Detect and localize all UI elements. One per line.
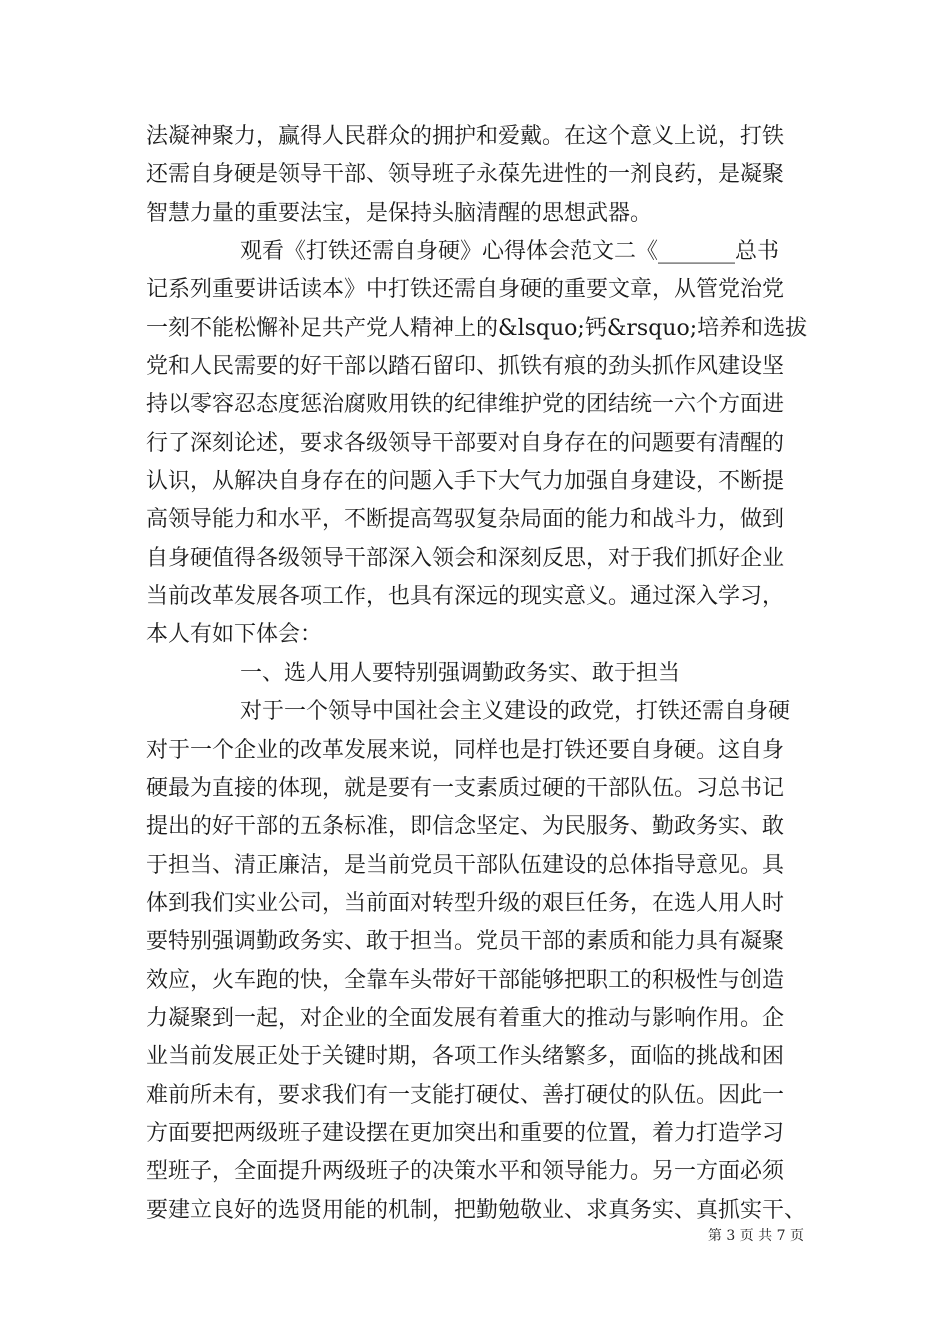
text-line: 硬最为直接的体现，就是要有一支素质过硬的干部队伍。习总书记 [146, 775, 785, 801]
page-number: 第 3 页 共 7 页 [707, 1228, 804, 1244]
text-line: 还需自身硬是领导干部、领导班子永葆先进性的一剂良药，是凝聚 [146, 162, 785, 188]
text-line: 党和人民需要的好干部以踏石留印、抓铁有痕的劲头抓作风建设坚 [146, 354, 785, 380]
paragraph-start-line: 观看《打铁还需自身硬》心得体会范文二《_______总书 [240, 239, 780, 265]
text-line: 效应，火车跑的快，全靠车头带好干部能够把职工的积极性与创造 [146, 967, 785, 993]
text-line: 力凝聚到一起，对企业的全面发展有着重大的推动与影响作用。企 [146, 1005, 785, 1031]
text-line: 对于一个企业的改革发展来说，同样也是打铁还要自身硬。这自身 [146, 737, 785, 763]
text-line: 业当前发展正处于关键时期，各项工作头绪繁多，面临的挑战和困 [146, 1044, 785, 1070]
paragraph-start-line: 对于一个领导中国社会主义建设的政党，打铁还需自身硬 [240, 699, 791, 725]
text-line: 本人有如下体会： [146, 622, 323, 648]
text-line: 型班子，全面提升两级班子的决策水平和领导能力。另一方面必须 [146, 1159, 785, 1185]
text-line: 高领导能力和水平，不断提高驾驭复杂局面的能力和战斗力，做到 [146, 507, 785, 533]
document-body [146, 118, 826, 1230]
text-line: 于担当、清正廉洁，是当前党员干部队伍建设的总体指导意见。具 [146, 852, 785, 878]
text-line: 方面要把两级班子建设摆在更加突出和重要的位置，着力打造学习 [146, 1120, 785, 1146]
text-line: 当前改革发展各项工作，也具有深远的现实意义。通过深入学习， [146, 584, 785, 610]
text-line: 自身硬值得各级领导干部深入领会和深刻反思，对于我们抓好企业 [146, 545, 785, 571]
text-line: 要特别强调勤政务实、敢于担当。党员干部的素质和能力具有凝聚 [146, 929, 785, 955]
text-line: 体到我们实业公司，当前面对转型升级的艰巨任务，在选人用人时 [146, 890, 785, 916]
text-line: 难前所未有，要求我们有一支能打硬仗、善打硬仗的队伍。因此一 [146, 1082, 785, 1108]
text-line: 记系列重要讲话读本》中打铁还需自身硬的重要文章，从管党治党 [146, 277, 785, 303]
text-line: 行了深刻论述，要求各级领导干部要对自身存在的问题要有清醒的 [146, 430, 785, 456]
text-line: 智慧力量的重要法宝，是保持头脑清醒的思想武器。 [146, 200, 653, 226]
text-line: 一刻不能松懈补足共产党人精神上的&lsquo;钙&rsquo;培养和选拔 [146, 315, 808, 341]
text-line: 认识，从解决自身存在的问题入手下大气力加强自身建设，不断提 [146, 469, 785, 495]
section-heading: 一、选人用人要特别强调勤政务实、敢于担当 [240, 660, 681, 686]
text-line: 法凝神聚力，赢得人民群众的拥护和爱戴。在这个意义上说，打铁 [146, 124, 785, 149]
text-line: 要建立良好的选贤用能的机制，把勤勉敬业、求真务实、真抓实干、 [146, 1197, 807, 1223]
text-line: 提出的好干部的五条标准，即信念坚定、为民服务、勤政务实、敢 [146, 814, 785, 840]
text-line: 持以零容忍态度惩治腐败用铁的纪律维护党的团结统一六个方面进 [146, 392, 785, 418]
